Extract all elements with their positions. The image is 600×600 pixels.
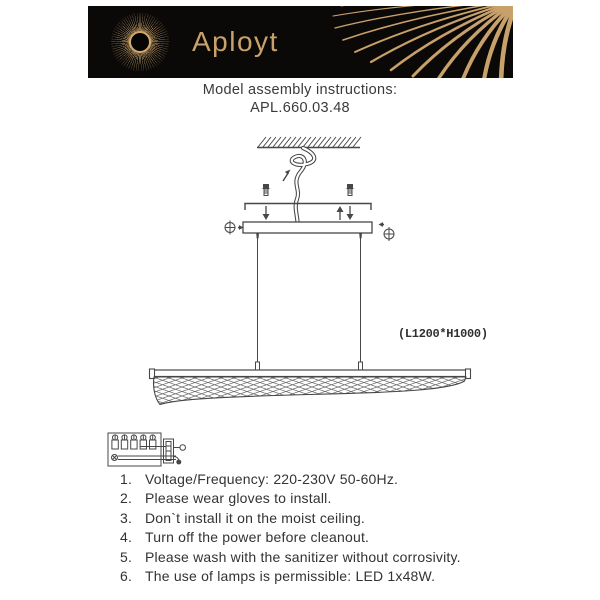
page-title: Model assembly instructions:	[202, 82, 398, 98]
assembly-diagram	[140, 128, 510, 424]
instruction-item	[120, 489, 520, 508]
instruction-item	[120, 470, 520, 489]
item-text: Please wear gloves to install.	[145, 490, 332, 507]
canopy-plate-icon	[225, 221, 394, 242]
item-text: Voltage/Frequency: 220-230V 50-60Hz.	[145, 471, 399, 487]
instruction-item	[120, 567, 520, 586]
brand-banner	[88, 6, 513, 78]
mounting-bracket-icon	[245, 204, 371, 221]
item-text: Turn off the power before cleanout.	[145, 529, 370, 546]
item-number: 4.	[120, 529, 133, 546]
dimension-label: (L1200*H1000)	[398, 327, 488, 341]
item-number: 6.	[120, 568, 133, 585]
item-text: Don`t install it on the moist ceiling.	[145, 509, 366, 526]
instruction-list	[120, 470, 520, 586]
instruction-item	[120, 509, 520, 528]
item-text: The use of lamps is permissible: LED 1x48W.	[145, 568, 436, 585]
model-code: APL.660.03.48	[250, 100, 350, 116]
brand-name: Aployt	[192, 26, 279, 57]
title-block	[0, 82, 600, 116]
starburst-center-ring	[129, 31, 151, 53]
item-number: 1.	[120, 471, 133, 487]
instruction-item	[120, 548, 520, 567]
linear-lamp-shade-icon	[150, 369, 471, 405]
gold-rays-icon	[313, 6, 513, 78]
mounting-screw-icons	[263, 185, 354, 196]
suspension-wires-icon	[256, 233, 363, 370]
item-number: 3.	[120, 509, 133, 526]
terminal-block-icon	[103, 426, 193, 474]
instruction-item	[120, 528, 520, 547]
item-text: Please wash with the sanitizer without corrosivity.	[145, 548, 461, 565]
item-number: 2.	[120, 490, 133, 507]
item-number: 5.	[120, 548, 133, 565]
ceiling-hatch-icon	[257, 137, 361, 148]
power-cable-icon	[283, 148, 314, 222]
